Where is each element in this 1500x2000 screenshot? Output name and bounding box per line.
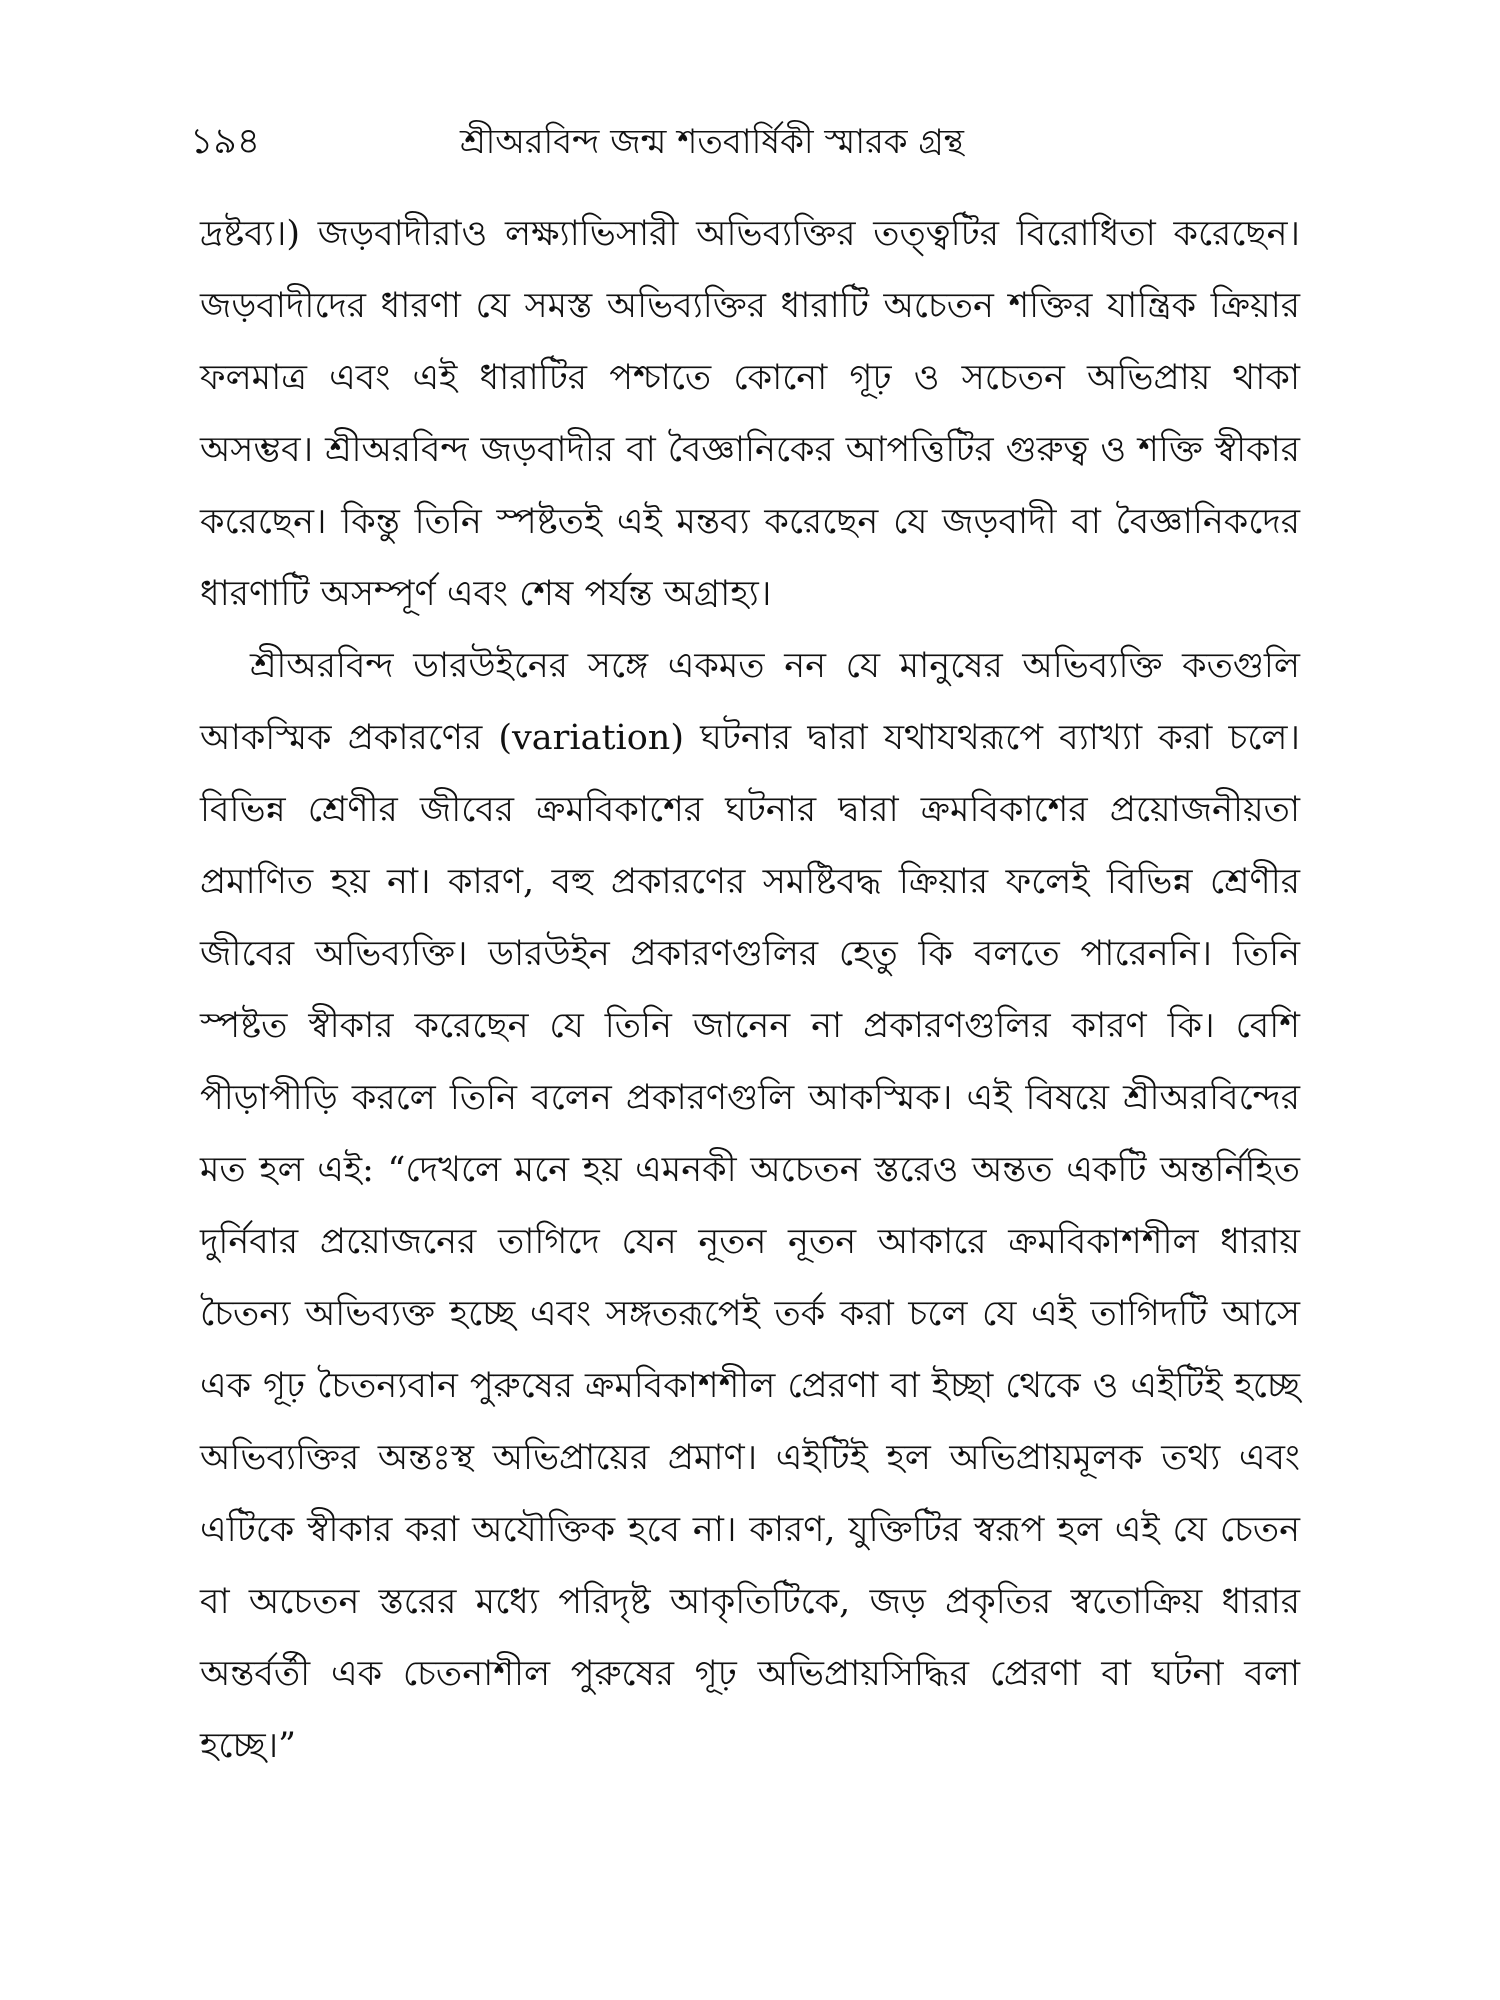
- page-number: ১৯৪: [190, 121, 261, 162]
- page-header: [190, 112, 1310, 172]
- body-text: [200, 198, 1300, 1782]
- running-title: শ্রীঅরবিন্দ জন্ম শতবার্ষিকী স্মারক গ্রন্থ: [460, 122, 964, 162]
- paragraph-continuation: দ্রষ্টব্য।) জড়বাদীরাও লক্ষ্যাভিসারী অভিব্যক্তির তত্ত্বটির বিরোধিতা করেছেন। জড়বাদীদের ধারণা যে সমস্ত অভিব্যক্তির ধারাটি অচেতন শক্তির যান্ত্রিক ক্রিয়ার ফলমাত্র এবং এই ধারাটির পশ্চাতে কোনো গূঢ় ও সচেতন অভিপ্রায় থাকা অসম্ভব। শ্রীঅরবিন্দ জড়বাদীর বা বৈজ্ঞানিকের আপত্তিটির গুরুত্ব ও শক্তি স্বীকার করেছেন। কিন্তু তিনি স্পষ্টতই এই মন্তব্য করেছেন যে জড়বাদী বা বৈজ্ঞানিকদের ধারণাটি অসম্পূর্ণ এবং শেষ পর্যন্ত অগ্রাহ্য।: [200, 214, 1300, 614]
- paragraph-darwin: শ্রীঅরবিন্দ ডারউইনের সঙ্গে একমত নন যে মানুষের অভিব্যক্তি কতগুলি আকস্মিক প্রকারণের (variation) ঘটনার দ্বারা যথাযথরূপে ব্যাখ্যা করা চলে। বিভিন্ন শ্রেণীর জীবের ক্রমবিকাশের ঘটনার দ্বারা ক্রমবিকাশের প্রয়োজনীয়তা প্রমাণিত হয় না। কারণ, বহু প্রকারণের সমষ্টিবদ্ধ ক্রিয়ার ফলেই বিভিন্ন শ্রেণীর জীবের অভিব্যক্তি। ডারউইন প্রকারণগুলির হেতু কি বলতে পারেননি। তিনি স্পষ্টত স্বীকার করেছেন যে তিনি জানেন না প্রকারণগুলির কারণ কি। বেশি পীড়াপীড়ি করলে তিনি বলেন প্রকারণগুলি আকস্মিক। এই বিষয়ে শ্রীঅরবিন্দের মত হল এই: “দেখলে মনে হয় এমনকী অচেতন স্তরেও অন্তত একটি অন্তর্নিহিত দুর্নিবার প্রয়োজনের তাগিদে যেন নূতন নূতন আকারে ক্রমবিকাশশীল ধারায় চৈতন্য অভিব্যক্ত হচ্ছে এবং সঙ্গতরূপেই তর্ক করা চলে যে এই তাগিদটি আসে এক গূঢ় চৈতন্যবান পুরুষের ক্রমবিকাশশীল প্রেরণা বা ইচ্ছা থেকে ও এইটিই হচ্ছে অভিব্যক্তির অন্তঃস্থ অভিপ্রায়ের প্রমাণ। এইটিই হল অভিপ্রায়মূলক তথ্য এবং এটিকে স্বীকার করা অযৌক্তিক হবে না। কারণ, যুক্তিটির স্বরূপ হল এই যে চেতন বা অচেতন স্তরের মধ্যে পরিদৃষ্ট আকৃতিটিকে, জড় প্রকৃতির স্বতোক্রিয় ধারার অন্তর্বর্তী এক চেতনাশীল পুরুষের গূঢ় অভিপ্রায়সিদ্ধির প্রেরণা বা ঘটনা বলা হচ্ছে।”: [200, 646, 1300, 1766]
